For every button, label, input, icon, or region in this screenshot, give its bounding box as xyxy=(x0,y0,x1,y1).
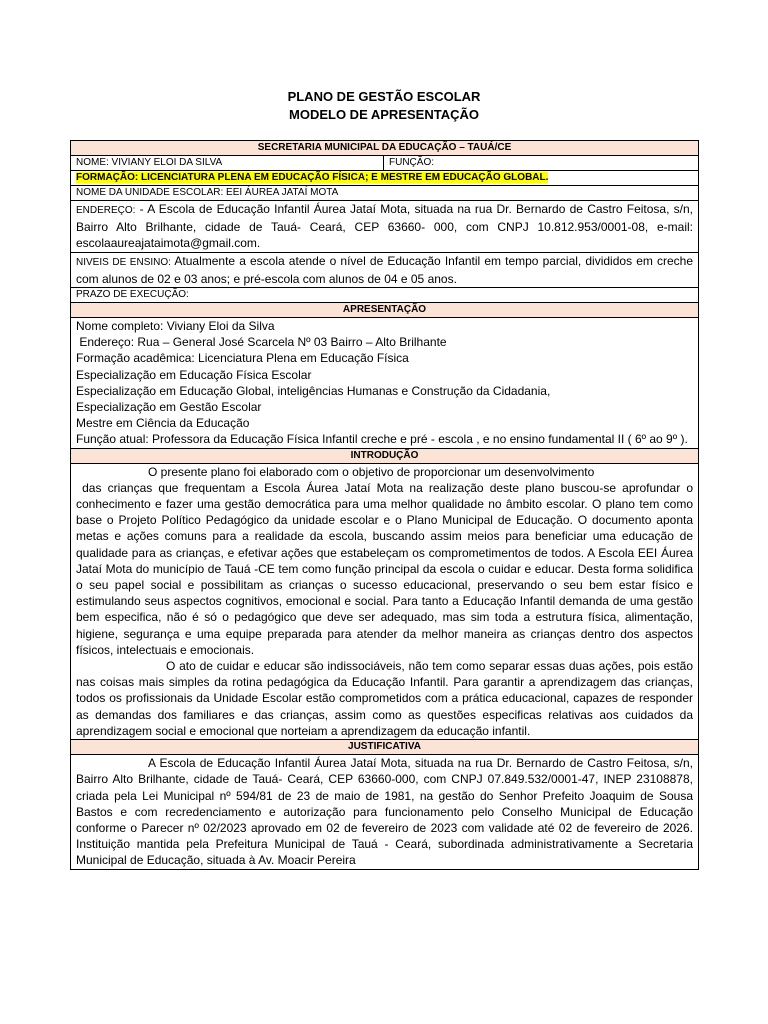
justificativa-p1: A Escola de Educação Infantil Áurea Jataí Mota, situada na rua Dr. Bernardo de Castro Feitosa, s/n, Bairro Alto Brilhante, cidade de Tauá- Ceará, CEP 63660-000, com CNPJ 07.849.532/0001-47, INEP 23108878, criada pela Lei Municipal nº 594/81 de 23 de maio de 1981, na gestão do Senhor Prefeito Joaquim de Sousa Bastos e com recredenciamento e autorização para funcionamento pelo Conselho Municipal de Educação conforme o Parecer nº 02/2023 aprovado em 02 de fevereiro de 2023 com validade até 02 de fevereiro de 2026. Instituição mantida pela Prefeitura Municipal de Tauá - Ceará, subordinada administrativamente a Secretaria Municipal de Educação, situada à Av. Moacir Pereira xyxy=(76,756,693,868)
apresentacao-line: Função atual: Professora da Educação Física Infantil creche e pré - escola , e no ensino fundamental II ( 6º ao 9º ). xyxy=(76,432,688,447)
introducao-header: INTRODUÇÃO xyxy=(71,448,699,463)
apresentacao-line: Nome completo: Viviany Eloi da Silva xyxy=(76,319,275,334)
unidade-cell: NOME DA UNIDADE ESCOLAR: EEI ÁUREA JATAÍ MOTA xyxy=(71,186,699,201)
apresentacao-line: Endereço: Rua – General José Scarcela Nº 03 Bairro – Alto Brilhante xyxy=(76,335,447,350)
endereco-cell xyxy=(71,201,699,253)
justificativa-cell xyxy=(71,755,699,869)
title-line-1: PLANO DE GESTÃO ESCOLAR xyxy=(287,89,481,104)
introducao-cell xyxy=(71,463,699,739)
prazo-cell: PRAZO DE EXECUÇÃO: xyxy=(71,288,699,303)
endereco-label: ENDEREÇO: xyxy=(76,205,136,216)
apresentacao-line: Especialização em Educação Global, inteligências Humanas e Construção da Cidadania, xyxy=(76,383,551,398)
niveis-text: Atualmente a escola atende o nível de Educação Infantil em tempo parcial, divididos em creche com alunos de 02 e 03 anos; e pré-escola com alunos de 04 e 05 anos. xyxy=(76,253,693,286)
niveis-cell xyxy=(71,252,699,287)
endereco-text: - A Escola de Educação Infantil Áurea Jataí Mota, situada na rua Dr. Bernardo de Castro Feitosa, s/n, Bairro Alto Brilhante, cidade de Tauá- Ceará, CEP 63660- 000, com CNPJ 10.812.953/0001-08, e-mail: escolaaureajataimota@gmail.com. xyxy=(76,202,693,251)
plan-table xyxy=(70,140,699,870)
nome-cell: NOME: VIVIANY ELOI DA SILVA xyxy=(71,156,384,171)
apresentacao-cell xyxy=(71,318,699,449)
secretaria-header: SECRETARIA MUNICIPAL DA EDUCAÇÃO – TAUÁ/CE xyxy=(71,141,699,156)
introducao-p2: O ato de cuidar e educar são indissociáveis, não tem como separar essas duas ações, pois estão nas coisas mais simples da rotina pedagógica da Educação Infantil. Para garantir a aprendizagem das crianças, todos os profissionais da Unidade Escolar estão comprometidos com a prática educacional, capazes de responder as demandas dos familiares e das crianças, assim como as questões especificas relativas aos cuidados da aprendizagem social e emocional que norteiam a aprendizagem da educação infantil. xyxy=(76,659,693,738)
funcao-cell: FUNÇÃO: xyxy=(384,156,699,171)
formacao-highlight: FORMAÇÃO: LICENCIATURA PLENA EM EDUCAÇÃO FÍSICA; E MESTRE EM EDUCAÇÃO GLOBAL. xyxy=(76,172,549,183)
title-line-2: MODELO DE APRESENTAÇÃO xyxy=(289,107,479,122)
formacao-cell xyxy=(71,171,699,186)
apresentacao-line: Formação acadêmica: Licenciatura Plena em Educação Física xyxy=(76,351,409,366)
niveis-label: NIVEIS DE ENSINO: xyxy=(76,256,171,268)
introducao-p1-rest: das crianças que frequentam a Escola Áurea Jataí Mota na realização deste plano buscou-se aprofundar o conhecimento e fazer uma gestão democrática para uma melhor qualidade no âmbito escolar. O plano tem como base o Projeto Político Pedagógico da unidade escolar e o Plano Municipal de Educação. O documento aponta metas e ações comuns para a realidade da escola, buscando assim meios para beneficiar uma educação de qualidade para as crianças, e efetivar ações que estabeleçam os comprometimentos de todos. A Escola EEI Áurea Jataí Mota do município de Tauá -CE tem como função principal da escola o cuidar e educar. Desta forma solidifica o seu papel social e possibilitam as crianças o sucesso educacional, preservando o seu bem estar físico e estimulando seus aspectos cognitivos, emocional e social. Para tanto a Educação Infantil demanda de uma gestão bem especifica, não é só o pedagógico que deve ser adequado, mas sim toda a estrutura física, alimentação, higiene, segurança e uma equipe preparada para atender da melhor maneira as crianças dentro dos aspectos físicos, intelectuais e emocionais. xyxy=(76,480,697,657)
apresentacao-line: Especialização em Gestão Escolar xyxy=(76,400,262,415)
apresentacao-line: Mestre em Ciência da Educação xyxy=(76,416,250,431)
justificativa-header: JUSTIFICATIVA xyxy=(71,740,699,755)
apresentacao-line: Especialização em Educação Física Escolar xyxy=(76,367,312,382)
apresentacao-header: APRESENTAÇÃO xyxy=(71,303,699,318)
introducao-p1-first: O presente plano foi elaborado com o objetivo de proporcionar um desenvolvimento xyxy=(148,464,595,479)
